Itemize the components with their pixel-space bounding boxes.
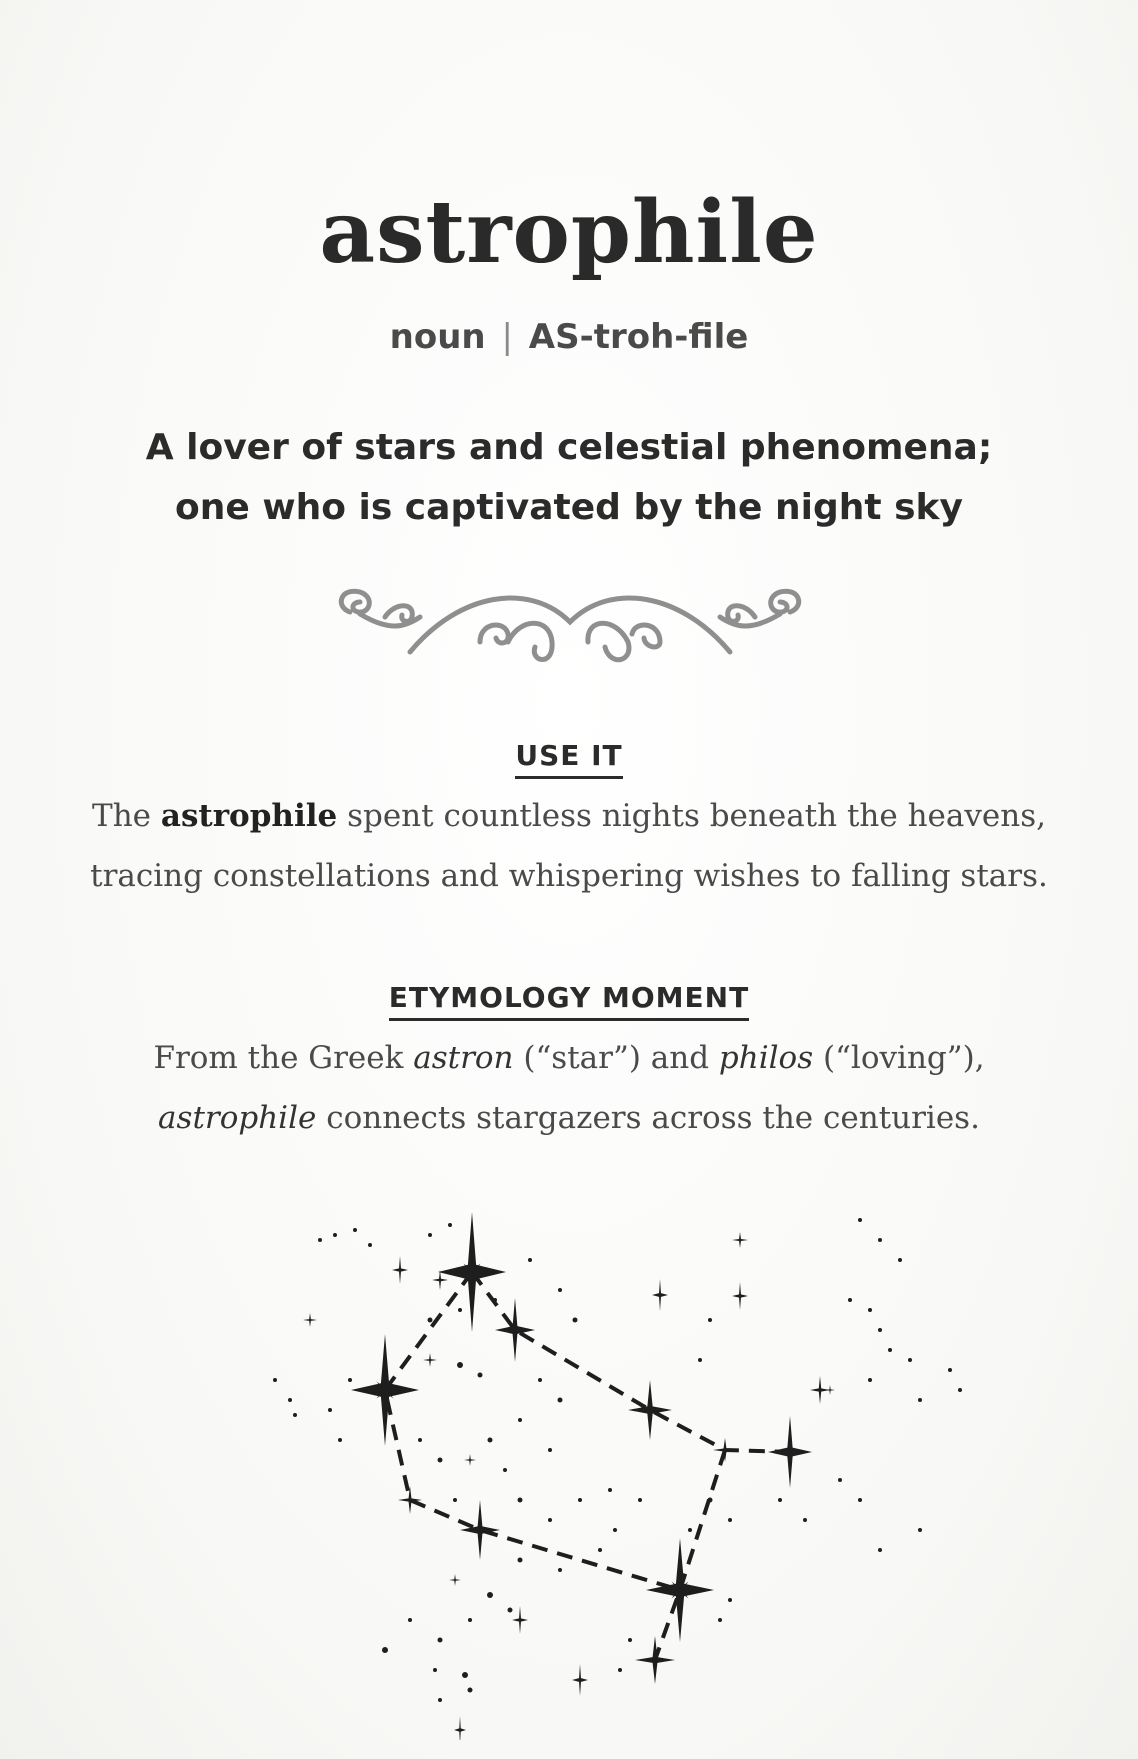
definition-line-1: A lover of stars and celestial phenomena; — [145, 427, 993, 468]
use-it-sentence — [30, 786, 1108, 906]
definition — [60, 418, 1078, 538]
use-it-line-1: The astrophile spent countless nights beneath the heavens, — [92, 798, 1046, 834]
etymology-line-1: From the Greek astron (“star”) and philos (“loving”), — [153, 1040, 985, 1076]
definition-line-2: one who is captivated by the night sky — [175, 487, 963, 528]
etymology-line-2: astrophile connects stargazers across the centuries. — [158, 1100, 980, 1136]
etymology-heading: ETYMOLOGY MOMENT — [0, 984, 1138, 1021]
use-it-heading: USE IT — [0, 742, 1138, 779]
etymology-text — [30, 1028, 1108, 1148]
pronunciation-line — [0, 317, 1138, 357]
constellation-icon — [260, 1200, 1000, 1740]
part-of-speech: noun — [389, 317, 486, 357]
use-it-line-2: tracing constellations and whispering wishes to falling stars. — [90, 858, 1048, 894]
separator: | — [501, 317, 513, 357]
headword: astrophile — [319, 182, 819, 283]
pronunciation: AS-troh-file — [528, 317, 749, 357]
scroll-ornament-icon — [330, 572, 810, 672]
